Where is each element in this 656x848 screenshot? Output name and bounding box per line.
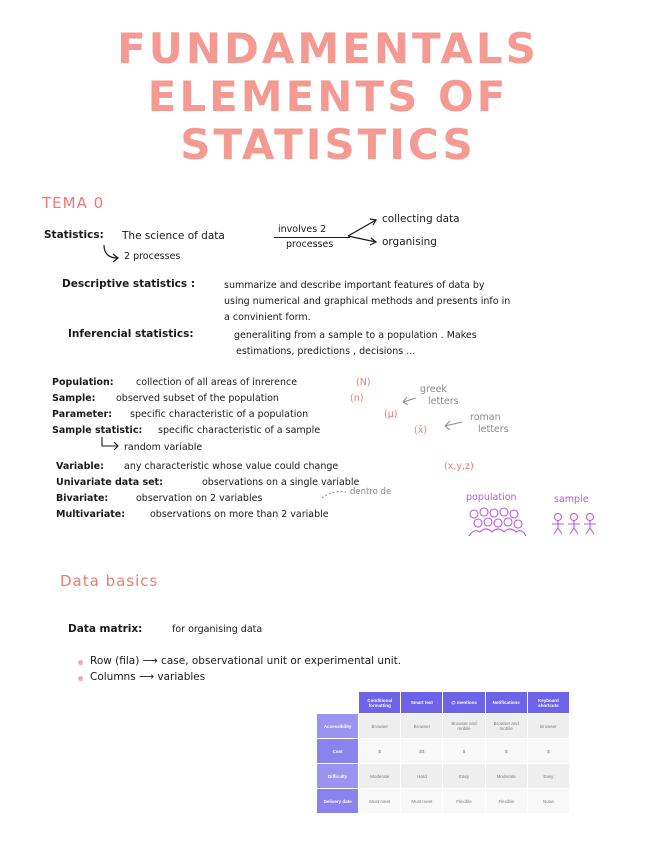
statistics-definition: The science of data xyxy=(122,230,225,242)
table-cell: $ xyxy=(359,739,401,764)
table-cell: None xyxy=(527,789,569,814)
curved-arrow-icon xyxy=(100,244,122,264)
column-header: Keyboard shortcuts xyxy=(527,692,569,714)
random-variable-arrow-icon xyxy=(98,436,122,452)
table-cell: $ xyxy=(485,739,527,764)
data-matrix-table xyxy=(316,691,570,814)
greek-note-line-2: letters xyxy=(428,396,459,407)
row-header: Delivery date xyxy=(317,789,359,814)
table-cell: Browser and mobile xyxy=(485,714,527,739)
bullet-dot-icon xyxy=(78,660,83,665)
population-crowd-icon xyxy=(466,506,532,538)
page-title-line-1: FUNDAMENTALS xyxy=(117,24,539,73)
table-cell: Easy xyxy=(443,764,485,789)
random-variable-note: random variable xyxy=(124,442,203,453)
table-cell: Moderate xyxy=(359,764,401,789)
table-corner-cell xyxy=(317,692,359,714)
table-cell: Moderate xyxy=(485,764,527,789)
table-cell: Hard xyxy=(401,764,443,789)
bullet-columns: Columns ⟶ variables xyxy=(90,671,206,683)
table-row xyxy=(317,789,570,814)
table-cell: Browser xyxy=(527,714,569,739)
descriptive-line-1: summarize and describe important features of data by xyxy=(224,280,485,291)
table-cell: $$ xyxy=(401,739,443,764)
table-cell: Flexible xyxy=(485,789,527,814)
table-cell: Must meet xyxy=(401,789,443,814)
descriptive-line-3: a convinient form. xyxy=(224,312,311,323)
greek-arrow-icon xyxy=(400,392,418,406)
statistics-label: Statistics: xyxy=(44,229,104,241)
branch-organising: organising xyxy=(382,236,437,248)
column-header: Notifications xyxy=(485,692,527,714)
table-cell: Browser xyxy=(359,714,401,739)
page-title-line-2: ELEMENTS OF xyxy=(147,72,509,121)
table-cell: Browser and mobile xyxy=(443,714,485,739)
data-matrix-text: for organising data xyxy=(172,624,263,635)
data-matrix-label: Data matrix: xyxy=(68,623,143,635)
inferencial-line-1: generaliting from a sample to a population . Makes xyxy=(234,330,477,341)
sample-people-icon xyxy=(550,512,600,536)
descriptive-line-2: using numerical and graphical methods and presents info in xyxy=(224,296,511,307)
bullet-dot-icon xyxy=(78,676,83,681)
two-processes-note: 2 processes xyxy=(124,251,181,262)
section-heading-tema: TEMA 0 xyxy=(42,194,105,212)
section-heading-data-basics: Data basics xyxy=(60,572,159,590)
table-cell: Easy xyxy=(527,764,569,789)
table-cell: Must meet xyxy=(359,789,401,814)
roman-note-line-1: roman xyxy=(470,412,501,423)
descriptive-label: Descriptive statistics : xyxy=(62,278,196,290)
processes-label: processes xyxy=(286,239,334,250)
population-illustration-label: population xyxy=(466,492,517,503)
inferencial-label: Inferencial statistics: xyxy=(68,328,194,340)
branch-collecting: collecting data xyxy=(382,213,460,225)
column-header: @ mentions xyxy=(443,692,485,714)
column-header: Smart text xyxy=(401,692,443,714)
fraction-line xyxy=(274,237,350,238)
bivariate-dashed-arrow-icon xyxy=(320,488,348,500)
sample-illustration-label: sample xyxy=(554,494,589,505)
table-row xyxy=(317,764,570,789)
inferencial-line-2: estimations, predictions , decisions ... xyxy=(236,346,416,357)
table-header-row xyxy=(317,692,570,714)
branch-arrows-icon xyxy=(346,212,380,248)
table-cell: Flexible xyxy=(443,789,485,814)
row-header: Accessibility xyxy=(317,714,359,739)
table-cell: $ xyxy=(443,739,485,764)
table-cell: $ xyxy=(527,739,569,764)
roman-note-line-2: letters xyxy=(478,424,509,435)
table-row xyxy=(317,714,570,739)
greek-note-line-1: greek xyxy=(420,384,447,395)
roman-arrow-icon xyxy=(442,418,464,432)
column-header: Conditional formatting xyxy=(359,692,401,714)
row-header: Cost xyxy=(317,739,359,764)
table-cell: Browser xyxy=(401,714,443,739)
page-title-line-3: STATISTICS xyxy=(180,120,476,169)
row-header: Difficulty xyxy=(317,764,359,789)
bullet-row: Row (fila) ⟶ case, observational unit or experimental unit. xyxy=(90,655,402,667)
involves-label: involves 2 xyxy=(278,224,327,235)
table-row xyxy=(317,739,570,764)
